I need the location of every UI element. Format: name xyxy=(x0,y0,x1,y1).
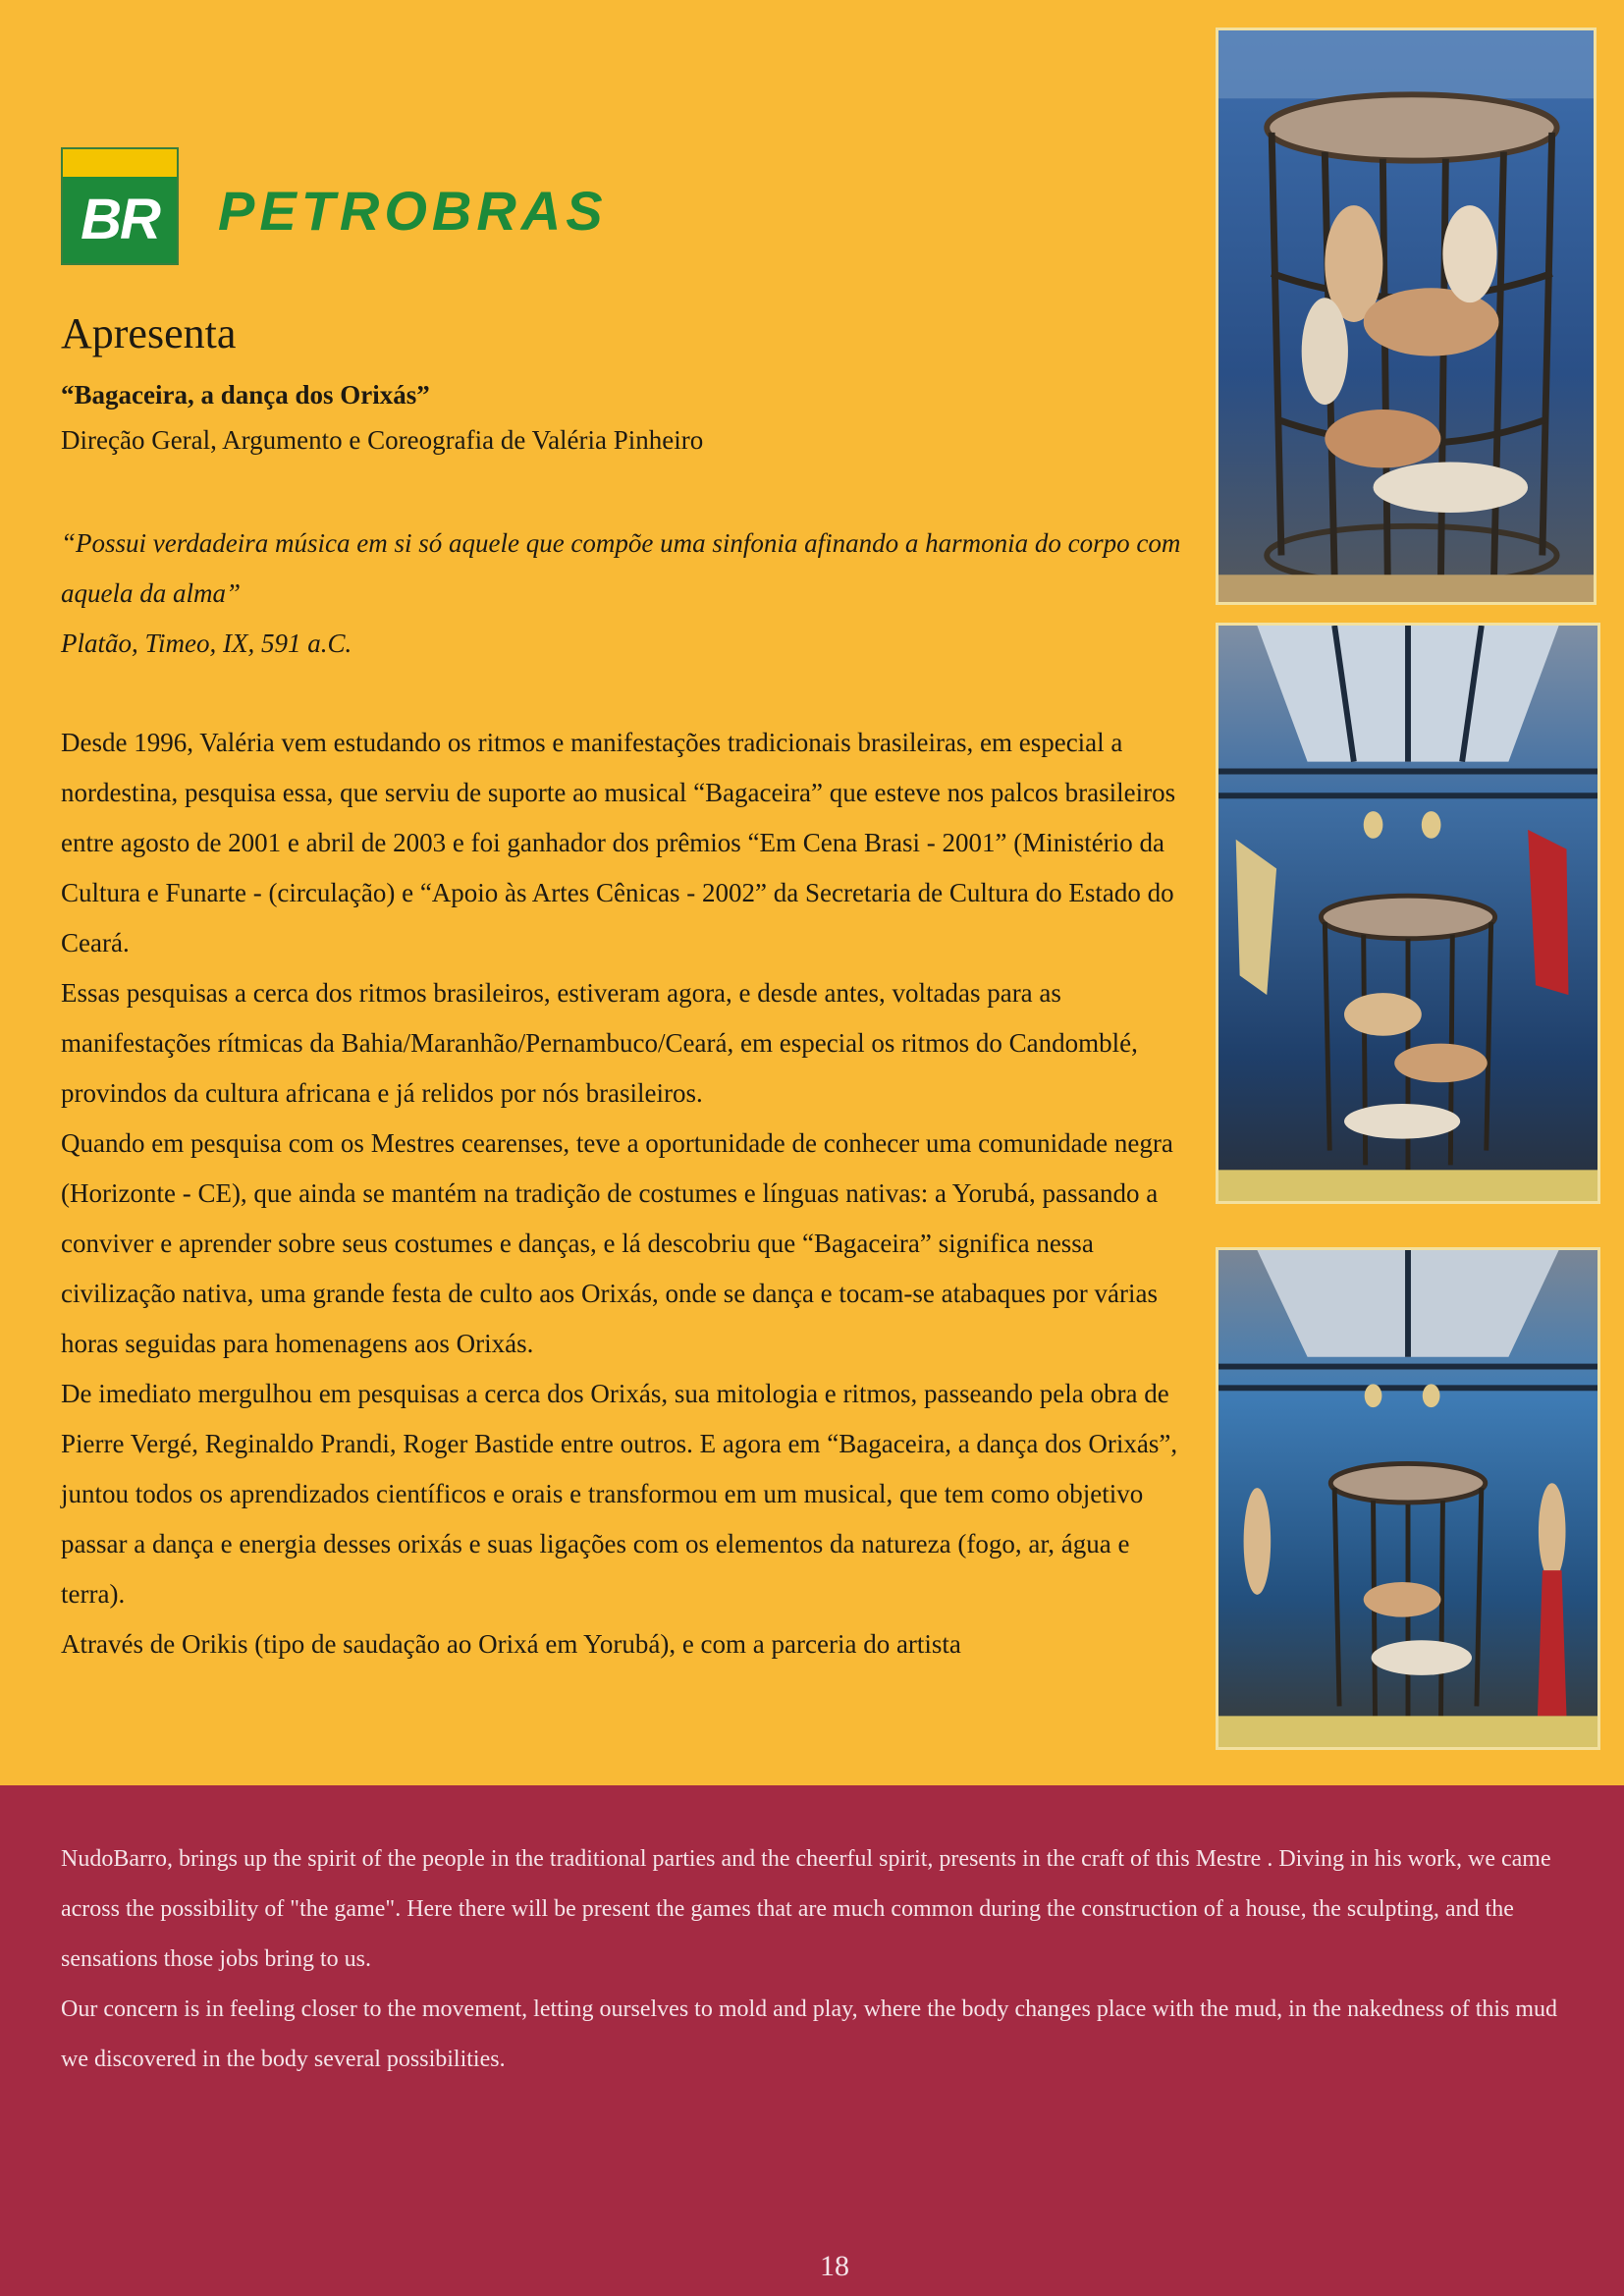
logo-br-text: BR xyxy=(63,177,177,263)
body-paragraph: De imediato mergulhou em pesquisas a cerca dos Orixás, sua mitologia e ritmos, passeando pela obra de Pierre Vergé, Reginaldo Prandi, Roger Bastide entre outros. E agora em “Bagaceira, a dança dos Orixás”, juntou todos os aprendizados científicos e orais e transformou em um musical, que tem como objetivo passar a dança e energia desses orixás e suas ligações com os elementos da natureza (fogo, ar, água e terra). xyxy=(61,1379,1178,1609)
credits-line: Direção Geral, Argumento e Coreografia de Valéria Pinheiro xyxy=(61,425,704,455)
english-body xyxy=(61,1834,1569,2085)
quote-source: Platão, Timeo, IX, 591 a.C. xyxy=(61,629,352,658)
performance-photo-aerialists xyxy=(1216,1247,1600,1750)
page-number: 18 xyxy=(820,2250,849,2282)
body-paragraph: Quando em pesquisa com os Mestres cearenses, teve a oportunidade de conhecer uma comunidade negra (Horizonte - CE), que ainda se mantém na tradição de costumes e línguas nativas: a Yorubá, passando a conviver e aprender sobre seus costumes e danças, e lá descobriu que “Bagaceira” significa nessa civilização nativa, uma grande festa de culto aos Orixás, onde se dança e tocam-se atabaques por várias horas seguidas para homenagens aos Orixás. xyxy=(61,1128,1173,1358)
show-title: “Bagaceira, a dança dos Orixás” xyxy=(61,380,430,410)
portuguese-body xyxy=(61,718,1200,1669)
presents-heading: Apresenta xyxy=(61,309,237,357)
epigraph-quote xyxy=(61,519,1200,669)
english-paragraph: NudoBarro, brings up the spirit of the people in the traditional parties and the cheerful spirit, presents in the craft of this Mestre . Diving in his work, we came across the possibility of "the game". Here there will be present the games that are much common during the construction of a house, the sculpting, and the sensations those jobs bring to us. xyxy=(61,1846,1551,1972)
petrobras-logo xyxy=(61,147,670,269)
logo-wordmark: PETROBRAS xyxy=(218,180,608,242)
performance-photo-stage-fabrics xyxy=(1216,623,1600,1204)
body-paragraph: Essas pesquisas a cerca dos ritmos brasileiros, estiveram agora, e desde antes, voltadas para as manifestações rítmicas da Bahia/Maranhão/Pernambuco/Ceará, em especial os ritmos do Candomblé, provindos da cultura africana e já relidos por nós brasileiros. xyxy=(61,978,1138,1108)
body-paragraph: Desde 1996, Valéria vem estudando os ritmos e manifestações tradicionais brasileiras, em especial a nordestina, pesquisa essa, que serviu de suporte ao musical “Bagaceira” que esteve nos palcos brasileiros entre agosto de 2001 e abril de 2003 e foi ganhador dos prêmios “Em Cena Brasi - 2001” (Ministério da Cultura e Funarte - (circulação) e “Apoio às Artes Cênicas - 2002” da Secretaria de Cultura do Estado do Ceará. xyxy=(61,728,1176,957)
english-paragraph: Our concern is in feeling closer to the movement, letting ourselves to mold and play, where the body changes place with the mud, in the nakedness of this mud we discovered in the body several possibilities. xyxy=(61,1996,1558,2072)
body-paragraph: Através de Orikis (tipo de saudação ao Orixá em Yorubá), e com a parceria do artista xyxy=(61,1629,961,1659)
logo-yellow-band xyxy=(63,149,177,177)
br-logo-mark xyxy=(61,147,179,265)
quote-text: “Possui verdadeira música em si só aquele que compõe uma sinfonia afinando a harmonia do corpo com aquela da alma” xyxy=(61,528,1181,608)
performance-photo-cage-closeup xyxy=(1216,27,1597,605)
